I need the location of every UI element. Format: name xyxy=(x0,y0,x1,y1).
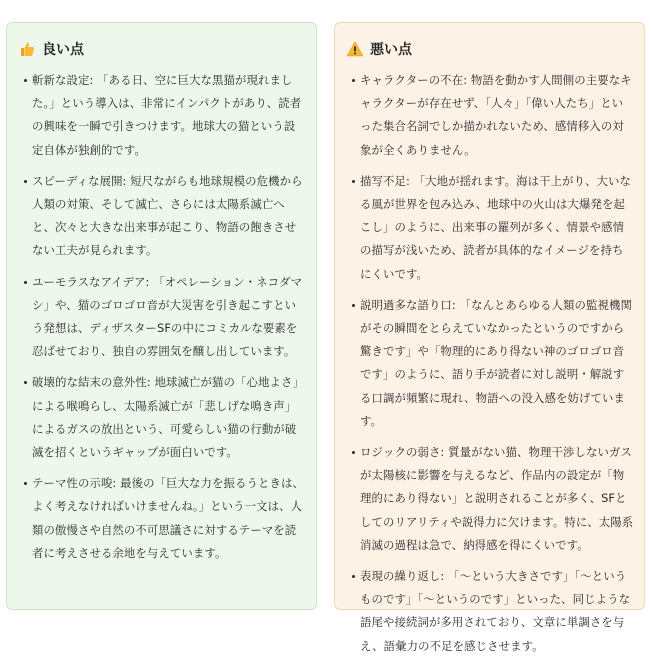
list-item: 説明過多な語り口: 「なんとあらゆる人類の監視機関がその瞬間をとらえていなかったというのですから驚きです」や「物理的にあり得ない神のゴロゴロ音です」のように、語り手が読者に対し説明・解説する口調が頻繁に現れ、物語への没入感を妨げています。 xyxy=(352,294,634,433)
list-item: ユーモラスなアイデア: 「オペレーション・ネコダマシ」や、猫のゴロゴロ音が大災害を引き起こすという発想は、ディザスターSFの中にコミカルな要素を忍ばせており、独自の雰囲気を醸し出しています。 xyxy=(24,271,306,364)
thumbs-up-icon xyxy=(18,40,36,58)
list-item: ロジックの弱さ: 質量がない猫、物理干渉しないガスが太陽核に影響を与えるなど、作品内の設定が「物理的にあり得ない」と説明されることが多く、SFとしてのリアリティや説得力に欠けます。特に、太陽系消滅の過程は急で、納得感を得にくいです。 xyxy=(352,441,634,557)
good-points-title: 良い点 xyxy=(42,42,84,58)
list-item: 破壊的な結末の意外性: 地球滅亡が猫の「心地よさ」による喉鳴らし、太陽系滅亡が「悲しげな鳴き声」によるガスの放出という、可愛らしい猫の行動が破滅を招くというギャップが面白いです。 xyxy=(24,371,306,464)
good-points-list xyxy=(7,69,316,565)
bad-points-panel xyxy=(334,22,645,653)
good-points-header xyxy=(7,36,316,62)
warning-icon xyxy=(346,40,364,58)
bad-points-header xyxy=(335,36,644,62)
good-points-panel xyxy=(6,22,317,610)
list-item: テーマ性の示唆: 最後の「巨大な力を振るうときは、よく考えなければいけませんね。」という一文は、人類の傲慢さや自然の不可思議さに対するテーマを読者に考えさせる余地を与えています。 xyxy=(24,472,306,565)
list-item: 斬新な設定: 「ある日、空に巨大な黒猫が現れました。」という導入は、非常にインパクトがあり、読者の興味を一瞬で引きつけます。地球大の猫という設定自体が独創的です。 xyxy=(24,69,306,162)
bad-points-list xyxy=(335,69,644,658)
bad-points-title: 悪い点 xyxy=(370,42,412,58)
list-item: スピーディな展開: 短尺ながらも地球規模の危機から人類の対策、そして滅亡、さらには太陽系滅亡へと、次々と大きな出来事が起こり、物語の飽きさせない工夫が見られます。 xyxy=(24,170,306,263)
list-item: 描写不足: 「大地が揺れます。海は干上がり、大いなる風が世界を包み込み、地球中の火山は大爆発を起こし」のように、出来事の羅列が多く、情景や感情の描写が浅いため、読者が具体的なイメージを持ちにくいです。 xyxy=(352,170,634,286)
list-item: キャラクターの不在: 物語を動かす人間側の主要なキャラクターが存在せず、「人々」「偉い人たち」といった集合名詞でしか描かれないため、感情移入の対象が全くありません。 xyxy=(352,69,634,162)
list-item: 表現の繰り返し: 「〜という大きさです」「〜というものです」「〜というのです」といった、同じような語尾や接続詞が多用されており、文章に単調さを与え、語彙力の不足を感じさせます。 xyxy=(352,565,634,658)
